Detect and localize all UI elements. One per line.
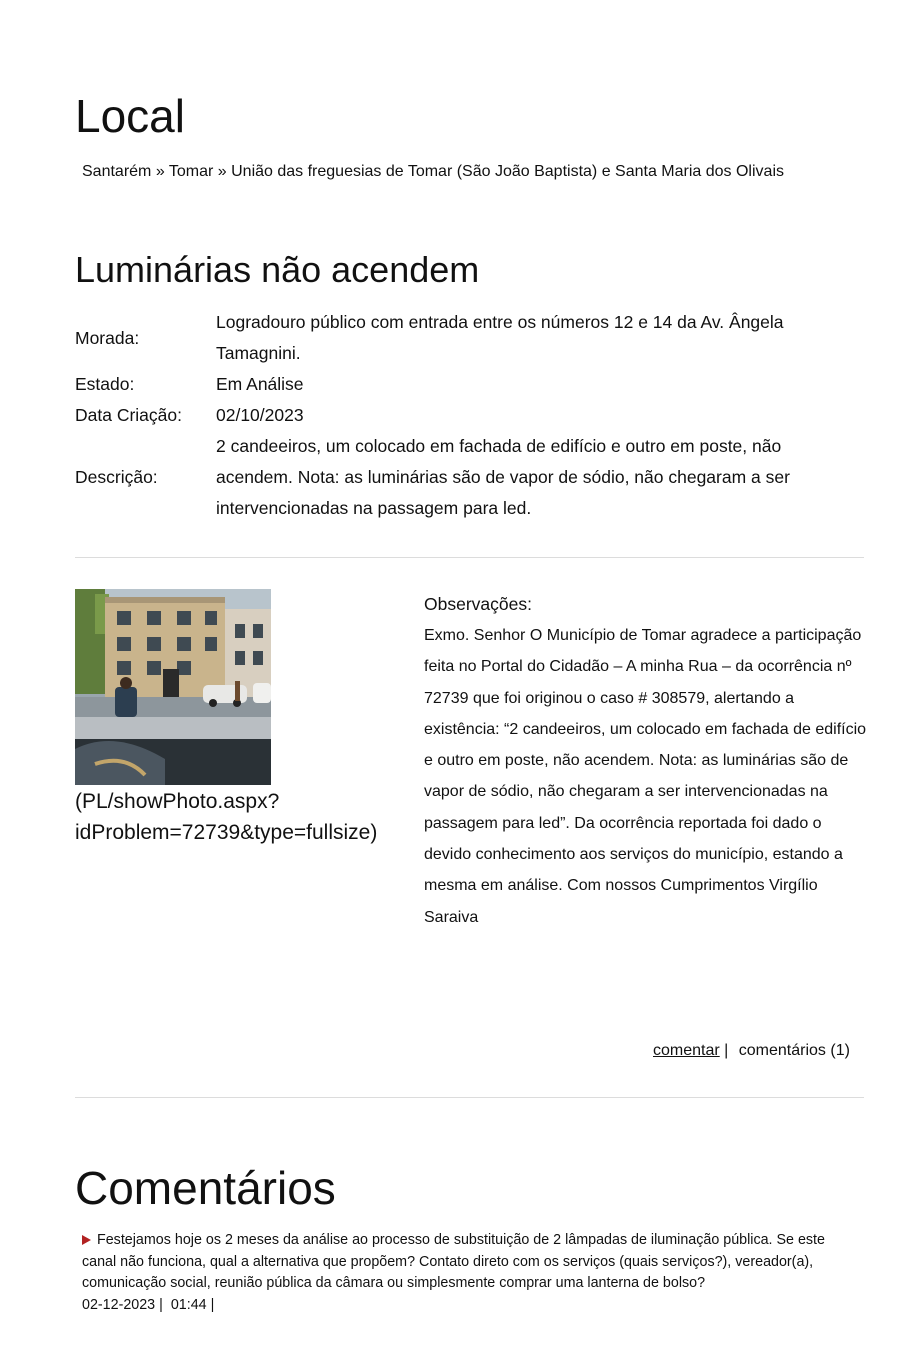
separator: | xyxy=(724,1042,729,1059)
issue-photo[interactable] xyxy=(75,589,271,785)
separator: | xyxy=(159,1296,163,1313)
comment-time: 01:44 xyxy=(170,1296,207,1313)
divider xyxy=(75,557,864,558)
detail-value-address: Logradouro público com entrada entre os números 12 e 14 da Av. Ângela Tamagnini. xyxy=(216,312,784,363)
observations-text: Exmo. Senhor O Município de Tomar agradece a participação feita no Portal do Cidadão – A minha Rua – da ocorrência nº 72739 que foi originou o caso # 308579, alertando a existência: “2 candeeiros, um colocado em fachada de edifício e outro em poste, não acendem. Nota: as luminárias são de vapor de sódio, não chegaram a ser intervencionadas na passagem para led”. Da ocorrência reportada foi dado o devido conhecimento aos serviços do município, estando a mesma em análise. Com nossos Cumprimentos Virgílio Saraiva xyxy=(424,627,867,926)
detail-label: Data Criação: xyxy=(75,405,182,425)
observations-label: Observações: xyxy=(424,594,532,614)
detail-row-data xyxy=(75,400,856,431)
comment-item xyxy=(82,1230,852,1316)
issue-details-table xyxy=(75,307,856,524)
comment-link[interactable]: comentar xyxy=(653,1042,720,1059)
detail-row-descricao xyxy=(75,431,856,524)
separator: | xyxy=(210,1296,215,1313)
detail-label: Descrição: xyxy=(75,467,158,487)
detail-value-description: 2 candeeiros, um colocado em fachada de edifício e outro em poste, não acendem. Nota: as luminárias são de vapor de sódio, não chegaram a ser intervencionadas na passagem para led. xyxy=(216,436,790,518)
comments-heading: Comentários xyxy=(75,1162,336,1214)
street-photo-image xyxy=(75,589,271,785)
detail-row-morada xyxy=(75,307,856,369)
comment-text: Festejamos hoje os 2 meses da análise ao processo de substituição de 2 lâmpadas de iluminação pública. Se este canal não funciona, qual a alternativa que propõem? Contato direto com os serviços (quais serviços?), vereador(a), comunicação social, reunião pública da câmara ou simplesmente comprar uma lanterna de bolso? xyxy=(82,1232,825,1291)
divider xyxy=(75,1097,864,1098)
local-heading: Local xyxy=(75,90,185,142)
issue-title: Luminárias não acendem xyxy=(75,249,480,290)
comment-date: 02-12-2023 xyxy=(82,1296,156,1313)
detail-value-status: Em Análise xyxy=(216,374,304,394)
detail-value-date: 02/10/2023 xyxy=(216,405,304,425)
detail-row-estado xyxy=(75,369,856,400)
detail-label: Morada: xyxy=(75,327,140,348)
photo-link-caption[interactable]: (PL/showPhoto.aspx?idProblem=72739&type=fullsize) xyxy=(75,790,378,844)
bullet-arrow-icon xyxy=(82,1235,91,1245)
detail-label: Estado: xyxy=(75,374,135,394)
comment-actions xyxy=(653,1040,850,1062)
breadcrumb: Santarém » Tomar » União das freguesias de Tomar (São João Baptista) e Santa Maria dos Olivais xyxy=(82,163,784,180)
comments-count[interactable]: comentários (1) xyxy=(738,1042,850,1059)
